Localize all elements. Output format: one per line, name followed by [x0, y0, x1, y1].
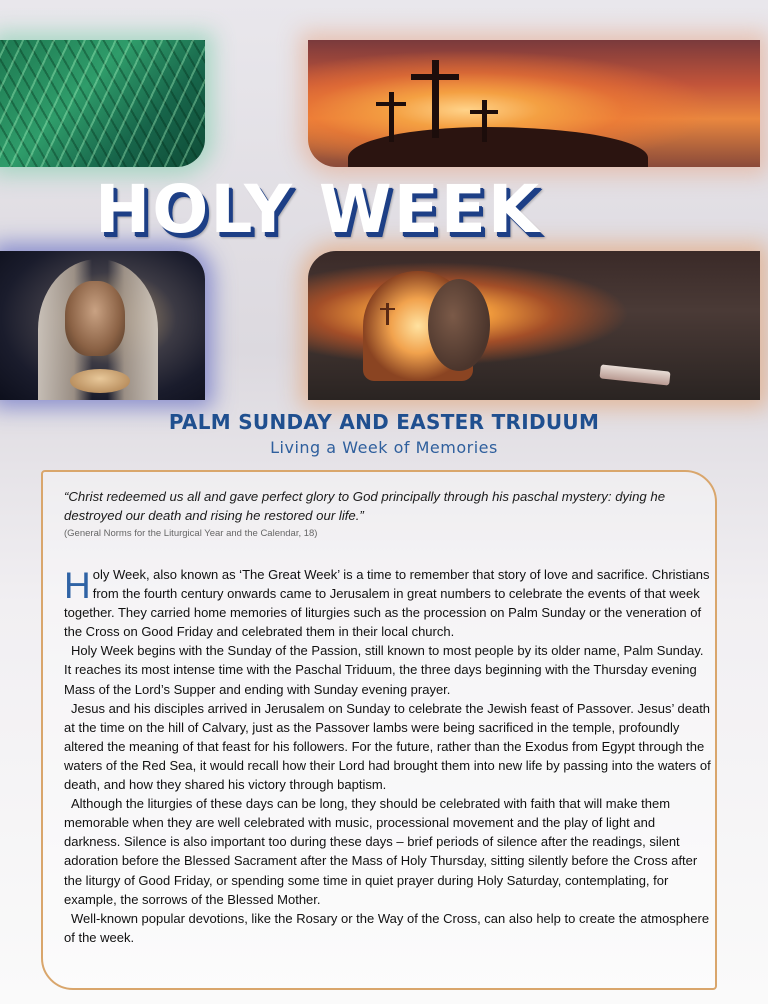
distant-cross-bar: [380, 308, 395, 310]
paragraph: [64, 565, 712, 641]
bread: [70, 369, 130, 393]
burial-cloth: [599, 364, 670, 385]
paragraph: Well-known popular devotions, like the Rosary or the Way of the Cross, can also help to create the atmosphere of the week.: [64, 910, 710, 945]
empty-tomb-image: [308, 251, 760, 400]
face: [65, 281, 125, 356]
jesus-breaking-bread-image: [0, 251, 205, 400]
section-tagline: Living a Week of Memories: [270, 438, 498, 457]
right-cross-icon: [482, 100, 487, 142]
paragraph: Although the liturgies of these days can be long, they should be celebrated with faith that will make them memorable when they are well celebrated with music, processional movement and the play of light and darkness. Silence is also important too during these days – brief periods of silence after the readings, silent adoration before the Blessed Sacrament after the Mass of Holy Thursday, sitting silently before the Cross after the liturgy of Good Friday, or spending some time in quiet prayer during Holy Saturday, contemplating, for example, the sorrows of the Blessed Mother.: [64, 796, 698, 907]
right-cross-bar: [470, 110, 498, 114]
center-cross-icon: [432, 60, 439, 138]
paragraph-text: oly Week, also known as ‘The Great Week’ is a time to remember that story of love and sacrifice. Christians from the fourth century onwards came to Jerusalem in great numbers to celebrate the events of that week together. They carried home memories of liturgies such as the procession on Palm Sunday or the veneration of the Cross on Good Friday and celebrated them in their local church.: [64, 567, 710, 640]
liturgical-quote: “Christ redeemed us all and gave perfect glory to God principally through his paschal mystery: dying he destroyed our death and rising he restored our life.”: [64, 489, 666, 523]
distant-cross-icon: [386, 303, 389, 325]
paragraph: Jesus and his disciples arrived in Jerusalem on Sunday to celebrate the Jewish feast of Passover. Jesus’ death at the time on the hill of Calvary, just as the Passover lambs were being sacrificed in the temple, profoundly altered the meaning of that feast for his followers. For the future, rather than the Exodus from Egypt through the waters of the Red Sea, it would recall how their Lord had brought them into new life by passing into the waters of death, and how they shared his victory through baptism.: [64, 700, 711, 793]
tomb-stone: [428, 279, 490, 371]
article-body: [64, 565, 712, 947]
quote-citation: (General Norms for the Liturgical Year and the Calendar, 18): [64, 528, 318, 539]
left-cross-bar: [376, 102, 406, 106]
drop-cap: H: [64, 565, 91, 606]
left-cross-icon: [389, 92, 394, 142]
paragraph: Holy Week begins with the Sunday of the Passion, still known to most people by its older name, Palm Sunday. It reaches its most intense time with the Paschal Triduum, the three days beginning with the Thursday evening Mass of the Lord’s Supper and ending with Sunday evening prayer.: [64, 643, 704, 697]
center-cross-bar: [411, 74, 459, 80]
page-title: HOLY WEEK: [95, 171, 542, 248]
section-subtitle: PALM SUNDAY AND EASTER TRIDUUM: [168, 410, 600, 434]
calvary-crosses-image: [308, 40, 760, 167]
palm-fronds-image: [0, 40, 205, 167]
